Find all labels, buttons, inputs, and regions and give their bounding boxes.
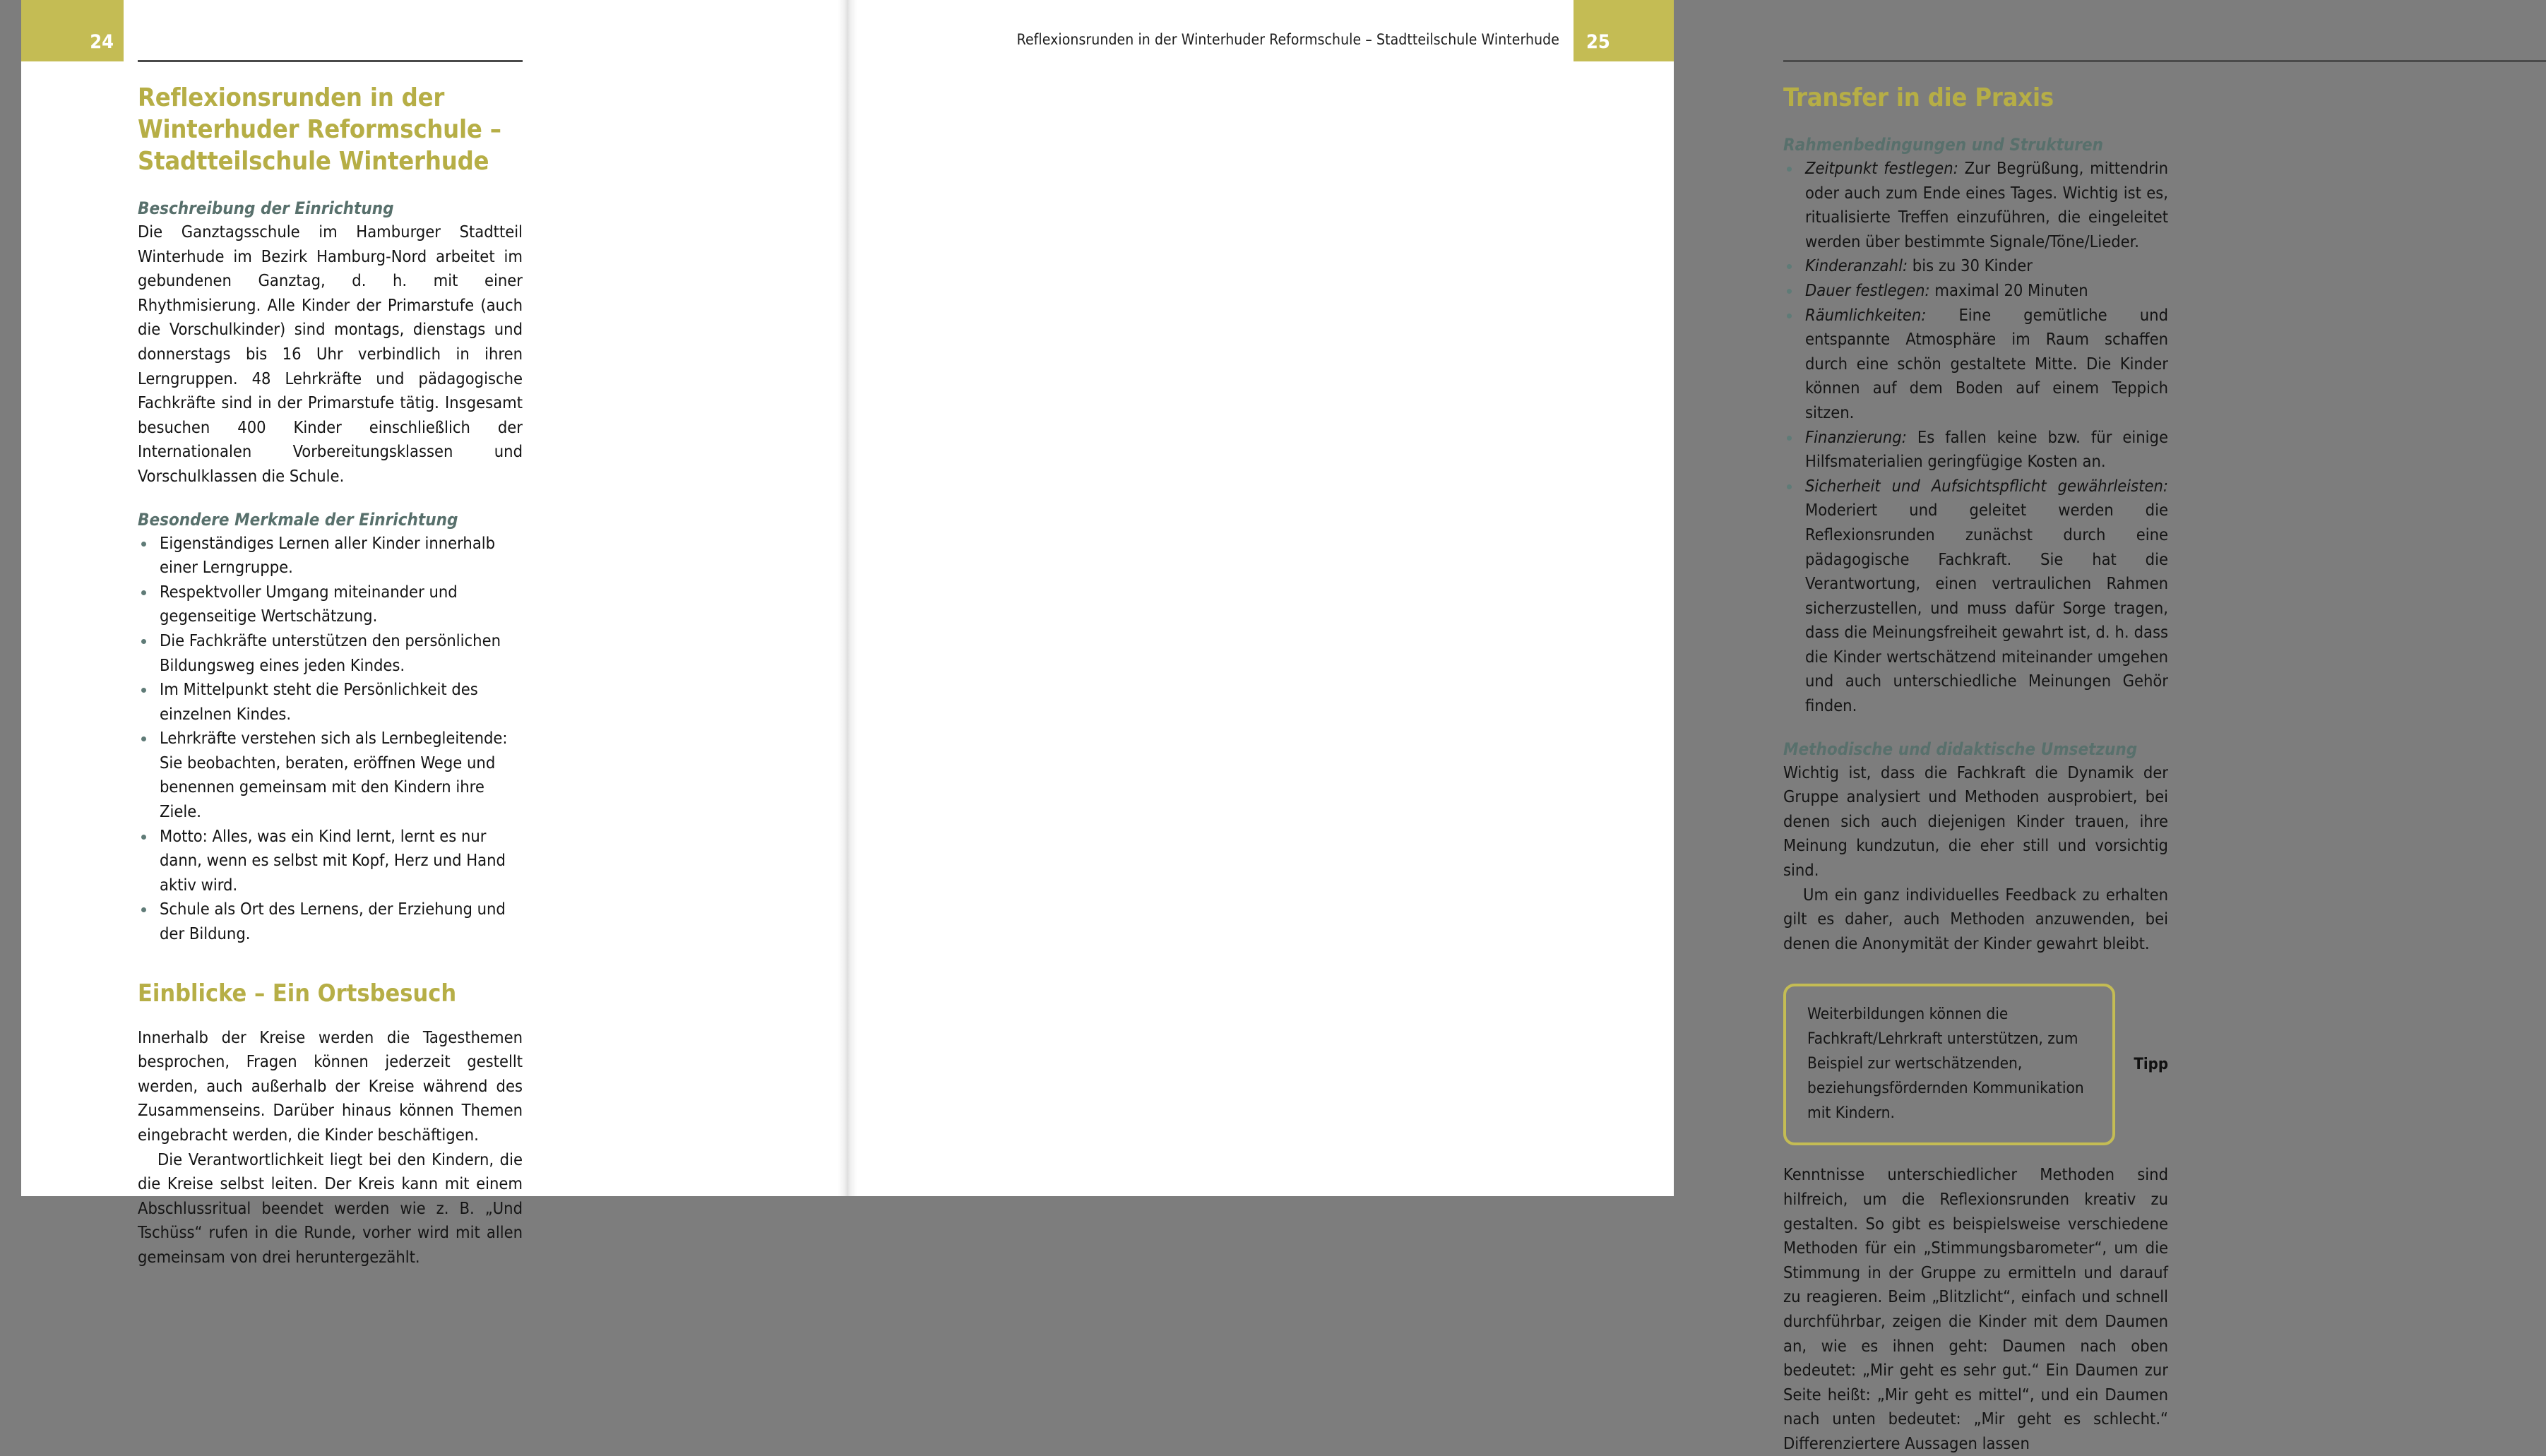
list-item: Eigenständiges Lernen aller Kinder innerhalb einer Lerngruppe. — [138, 531, 523, 580]
subheading-beschreibung: Beschreibung der Einrichtung — [138, 198, 394, 218]
list-item: Motto: Alles, was ein Kind lernt, lernt es nur dann, wenn es selbst mit Kopf, Herz und Hand aktiv wird. — [138, 824, 523, 897]
right-column-content — [1783, 78, 2168, 1456]
page-title-right: Transfer in die Praxis — [1783, 83, 2054, 112]
running-head-rule-right — [1783, 60, 2546, 62]
page-number-tab-left — [21, 0, 124, 61]
list-item: Die Fachkräfte unterstützen den persönlichen Bildungsweg eines jeden Kindes. — [138, 628, 523, 677]
section-title-einblicke: Einblicke – Ein Ortsbesuch — [138, 979, 457, 1008]
page-number-left: 24 — [90, 31, 114, 53]
tipp-label: Tipp — [2134, 1055, 2168, 1073]
list-item-text: Moderiert und geleitet werden die Reflexionsrunden zunächst durch eine pädagogische Fachkraft. Sie hat die Verantwortung, einen vertraulichen Rahmen sicherzustellen, und muss dafür Sorge tragen, dass die Meinungsfreiheit gewahrt ist, d. h. dass die Kinder wertschätzend miteinander umgehen und auch unterschiedliche Meinungen Gehör finden. — [1805, 500, 2168, 716]
features-list — [138, 531, 523, 946]
list-item-lead: Zeitpunkt festlegen: — [1805, 158, 1958, 178]
subheading-merkmale: Besondere Merkmale der Einrichtung — [138, 509, 458, 530]
list-item — [1783, 303, 2168, 425]
subheading-rahmenbedingungen: Rahmenbedingungen und Strukturen — [1783, 135, 2103, 155]
conditions-list — [1783, 156, 2168, 718]
paragraph-einblicke-2: Die Verantwortlichkeit liegt bei den Kindern, die die Kreise selbst leiten. Der Kreis kann mit einem Abschlussritual beendet werden wie z. B. „Und Tschüss“ rufen in die Runde, vorher wird mit allen gemeinsam von drei heruntergezählt. — [138, 1149, 523, 1267]
list-item-lead: Kinderanzahl: — [1805, 256, 1908, 276]
subheading-methodische: Methodische und didaktische Umsetzung — [1783, 739, 2138, 759]
list-item — [1783, 474, 2168, 718]
list-item — [1783, 253, 2168, 278]
page-left — [21, 0, 847, 1267]
paragraph-methodische-2: Um ein ganz individuelles Feedback zu erhalten gilt es daher, auch Methoden anzuwenden, bei denen die Anonymität der Kinder gewahrt bleibt. — [1783, 884, 2168, 953]
tipp-box-text: Weiterbildungen können die Fachkraft/Lehrkraft unterstützen, zum Beispiel zur wertschätzenden, beziehungsfördernden Kommunikation mit Kindern. — [1783, 984, 2115, 1145]
list-item-text: Eine gemütliche und entspannte Atmosphäre im Raum schaffen durch eine schön gestaltete Mitte. Die Kinder können auf dem Boden auf einem Teppich sitzen. — [1805, 304, 2168, 422]
page-right — [847, 0, 2168, 1453]
page-title-left: Reflexionsrunden in der Winterhuder Reformschule – Stadtteilschule Winterhude — [138, 83, 501, 176]
paragraph-einblicke-1: Innerhalb der Kreise werden die Tagesthemen besprochen, Fragen können jederzeit gestellt werden, auch außerhalb der Kreise während des Zusammenseins. Darüber hinaus können Themen eingebracht werden, die Kinder beschäftigen. — [138, 1027, 523, 1145]
list-item-text: Es fallen keine bzw. für einige Hilfsmaterialien geringfügige Kosten an. — [1805, 426, 2168, 472]
list-item-lead: Finanzierung: — [1805, 426, 1907, 447]
list-item: Respektvoller Umgang miteinander und gegenseitige Wertschätzung. — [138, 580, 523, 628]
paragraph-methoden-kenntnisse: Kenntnisse unterschiedlicher Methoden sind hilfreich, um die Reflexionsrunden kreativ zu gestalten. So gibt es beispielsweise verschiedene Methoden für ein „Stimmungsbarometer“, um die Stimmung in der Gruppe zu ermitteln und darauf zu reagieren. Beim „Blitzlicht“, einfach und schnell durchführbar, zeigen die Kinder mit dem Daumen an, wie es ihnen geht: Daumen nach oben bedeutet: „Mir geht es sehr gut.“ Ein Daumen zur Seite heißt: „Mir geht es mittel“, und ein Daumen nach unten bedeutet: „Mir geht es schlecht.“ Differenziertere Aussagen lassen — [1783, 1164, 2168, 1453]
list-item: Im Mittelpunkt steht die Persönlichkeit des einzelnen Kindes. — [138, 677, 523, 726]
left-column-content — [138, 78, 523, 1270]
list-item-text: bis zu 30 Kinder — [1908, 256, 2033, 276]
list-item-lead: Sicherheit und Aufsichtspflicht gewährleisten: — [1805, 475, 2168, 496]
list-item: Lehrkräfte verstehen sich als Lernbegleitende: Sie beobachten, beraten, eröffnen Wege und benennen gemeinsam mit den Kindern ihre Ziele. — [138, 726, 523, 823]
page-number-right: 25 — [1586, 31, 1610, 53]
running-head-text: Reflexionsrunden in der Winterhuder Reformschule – Stadtteilschule Winterhude — [1016, 31, 1559, 48]
list-item — [1783, 156, 2168, 253]
list-item — [1783, 278, 2168, 303]
paragraph-beschreibung: Die Ganztagsschule im Hamburger Stadtteil Winterhude im Bezirk Hamburg-Nord arbeitet im gebundenen Ganztag, d. h. mit einer Rhythmisierung. Alle Kinder der Primarstufe (auch die Vorschulkinder) sind montags, dienstags und donnerstags bis 16 Uhr verbindlich in ihren Lerngruppen. 48 Lehrkräfte und pädagogische Fachkräfte sind in der Primarstufe tätig. Insgesamt besuchen 400 Kinder einschließlich der Internationalen Vorbereitungsklassen und Vorschulklassen die Schule. — [138, 222, 523, 486]
list-item-lead: Dauer festlegen: — [1805, 280, 1930, 300]
list-item-text: Zur Begrüßung, mittendrin oder auch zum Ende eines Tages. Wichtig ist es, ritualisierte Treffen einzuführen, die eingeleitet werden über bestimmte Signale/Töne/Lieder. — [1805, 158, 2168, 251]
page-number-tab-right — [1574, 0, 1674, 61]
running-head-rule-left — [138, 60, 523, 62]
list-item-lead: Räumlichkeiten: — [1805, 304, 1927, 325]
list-item: Schule als Ort des Lernens, der Erziehung und der Bildung. — [138, 897, 523, 945]
list-item — [1783, 425, 2168, 474]
list-item-text: maximal 20 Minuten — [1929, 280, 2088, 300]
tipp-callout — [1783, 984, 2168, 1145]
paragraph-methodische-1: Wichtig ist, dass die Fachkraft die Dynamik der Gruppe analysiert und Methoden ausprobiert, bei denen sich auch diejenigen Kinder trauen, ihre Meinung kundzutun, die eher still und vorsichtig sind. — [1783, 762, 2168, 881]
